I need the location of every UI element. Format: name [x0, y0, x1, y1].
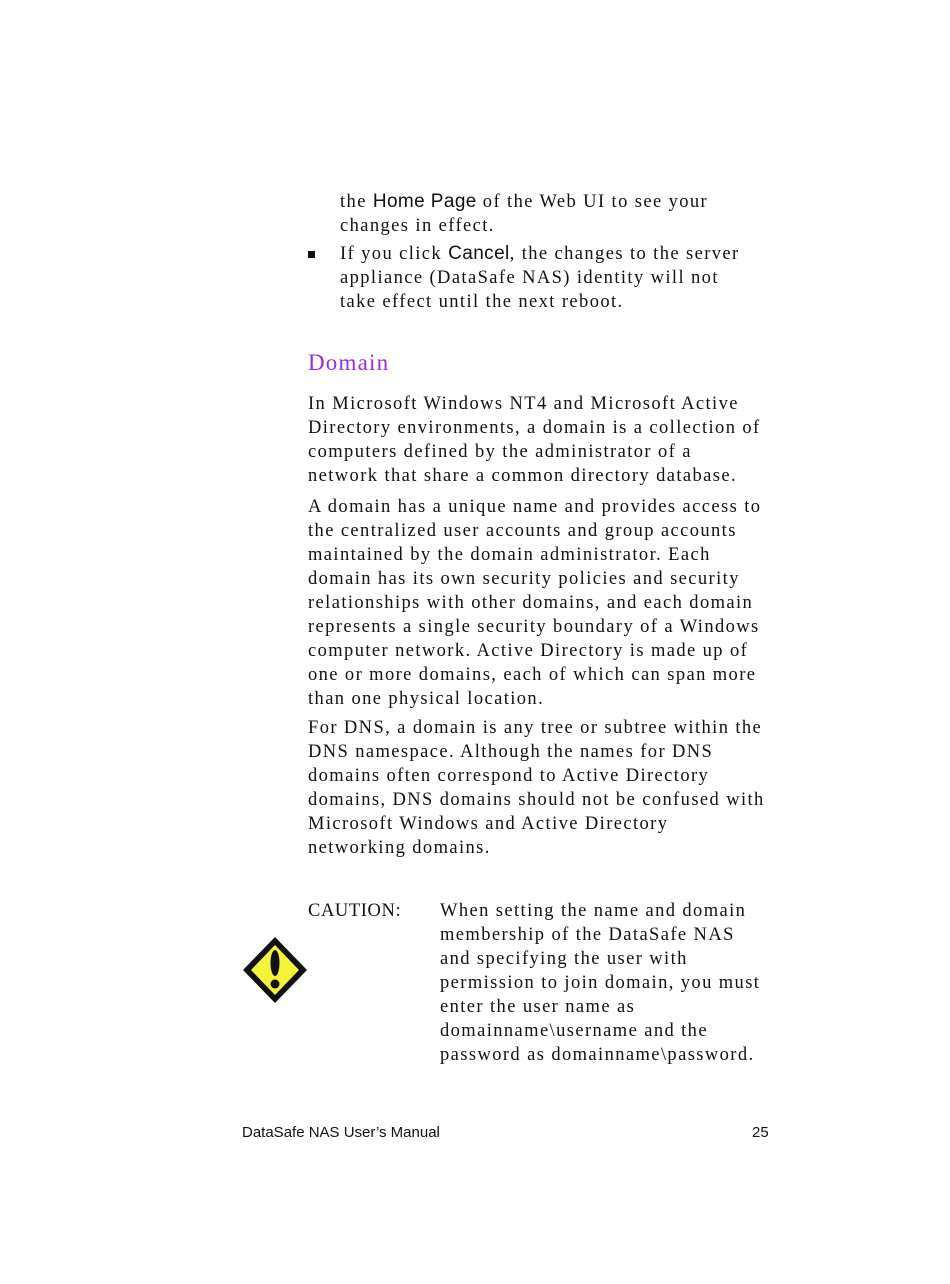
bullet-pre: If you click [340, 244, 449, 264]
continuation-pre: the [340, 192, 373, 212]
page-number: 25 [752, 1124, 769, 1141]
section-heading: Domain [308, 350, 390, 375]
paragraph: In Microsoft Windows NT4 and Microsoft Active Directory environments, a domain is a collection of computers defined by the administrator of a network that share a common directory database. [308, 394, 761, 486]
caution-label: CAUTION: [308, 901, 402, 921]
home-page-term: Home Page [372, 191, 477, 212]
footer-title: DataSafe NAS User’s Manual [242, 1124, 440, 1141]
list-item [308, 242, 758, 314]
caution-text: When setting the name and domain membership of the DataSafe NAS and specifying the user with permission to join domain, you must enter the user name as domainname\username and the password as domainname\password. [440, 901, 761, 1065]
bullet-square-icon [308, 251, 315, 258]
warning-icon [240, 934, 310, 1006]
paragraph: A domain has a unique name and provides access to the centralized user accounts and group accounts maintained by the domain administrator. Each domain has its own security policies and security relationships with other domains, and each domain represents a single security boundary of a Windows computer network. Active Directory is made up of one or more domains, each of which can span more than one physical location. [308, 497, 762, 709]
paragraph: For DNS, a domain is any tree or subtree within the DNS namespace. Although the names for DNS domains often correspond to Active Directory domains, DNS domains should not be confused with Microsoft Windows and Active Directory networking domains. [308, 718, 765, 858]
continuation-post: of the Web UI to see your changes in effect. [340, 192, 709, 236]
bullet-post: , the changes to the server appliance (DataSafe NAS) identity will not take effect until the next reboot. [340, 244, 740, 312]
cancel-term: Cancel [448, 243, 510, 264]
continuation-text [340, 190, 750, 238]
